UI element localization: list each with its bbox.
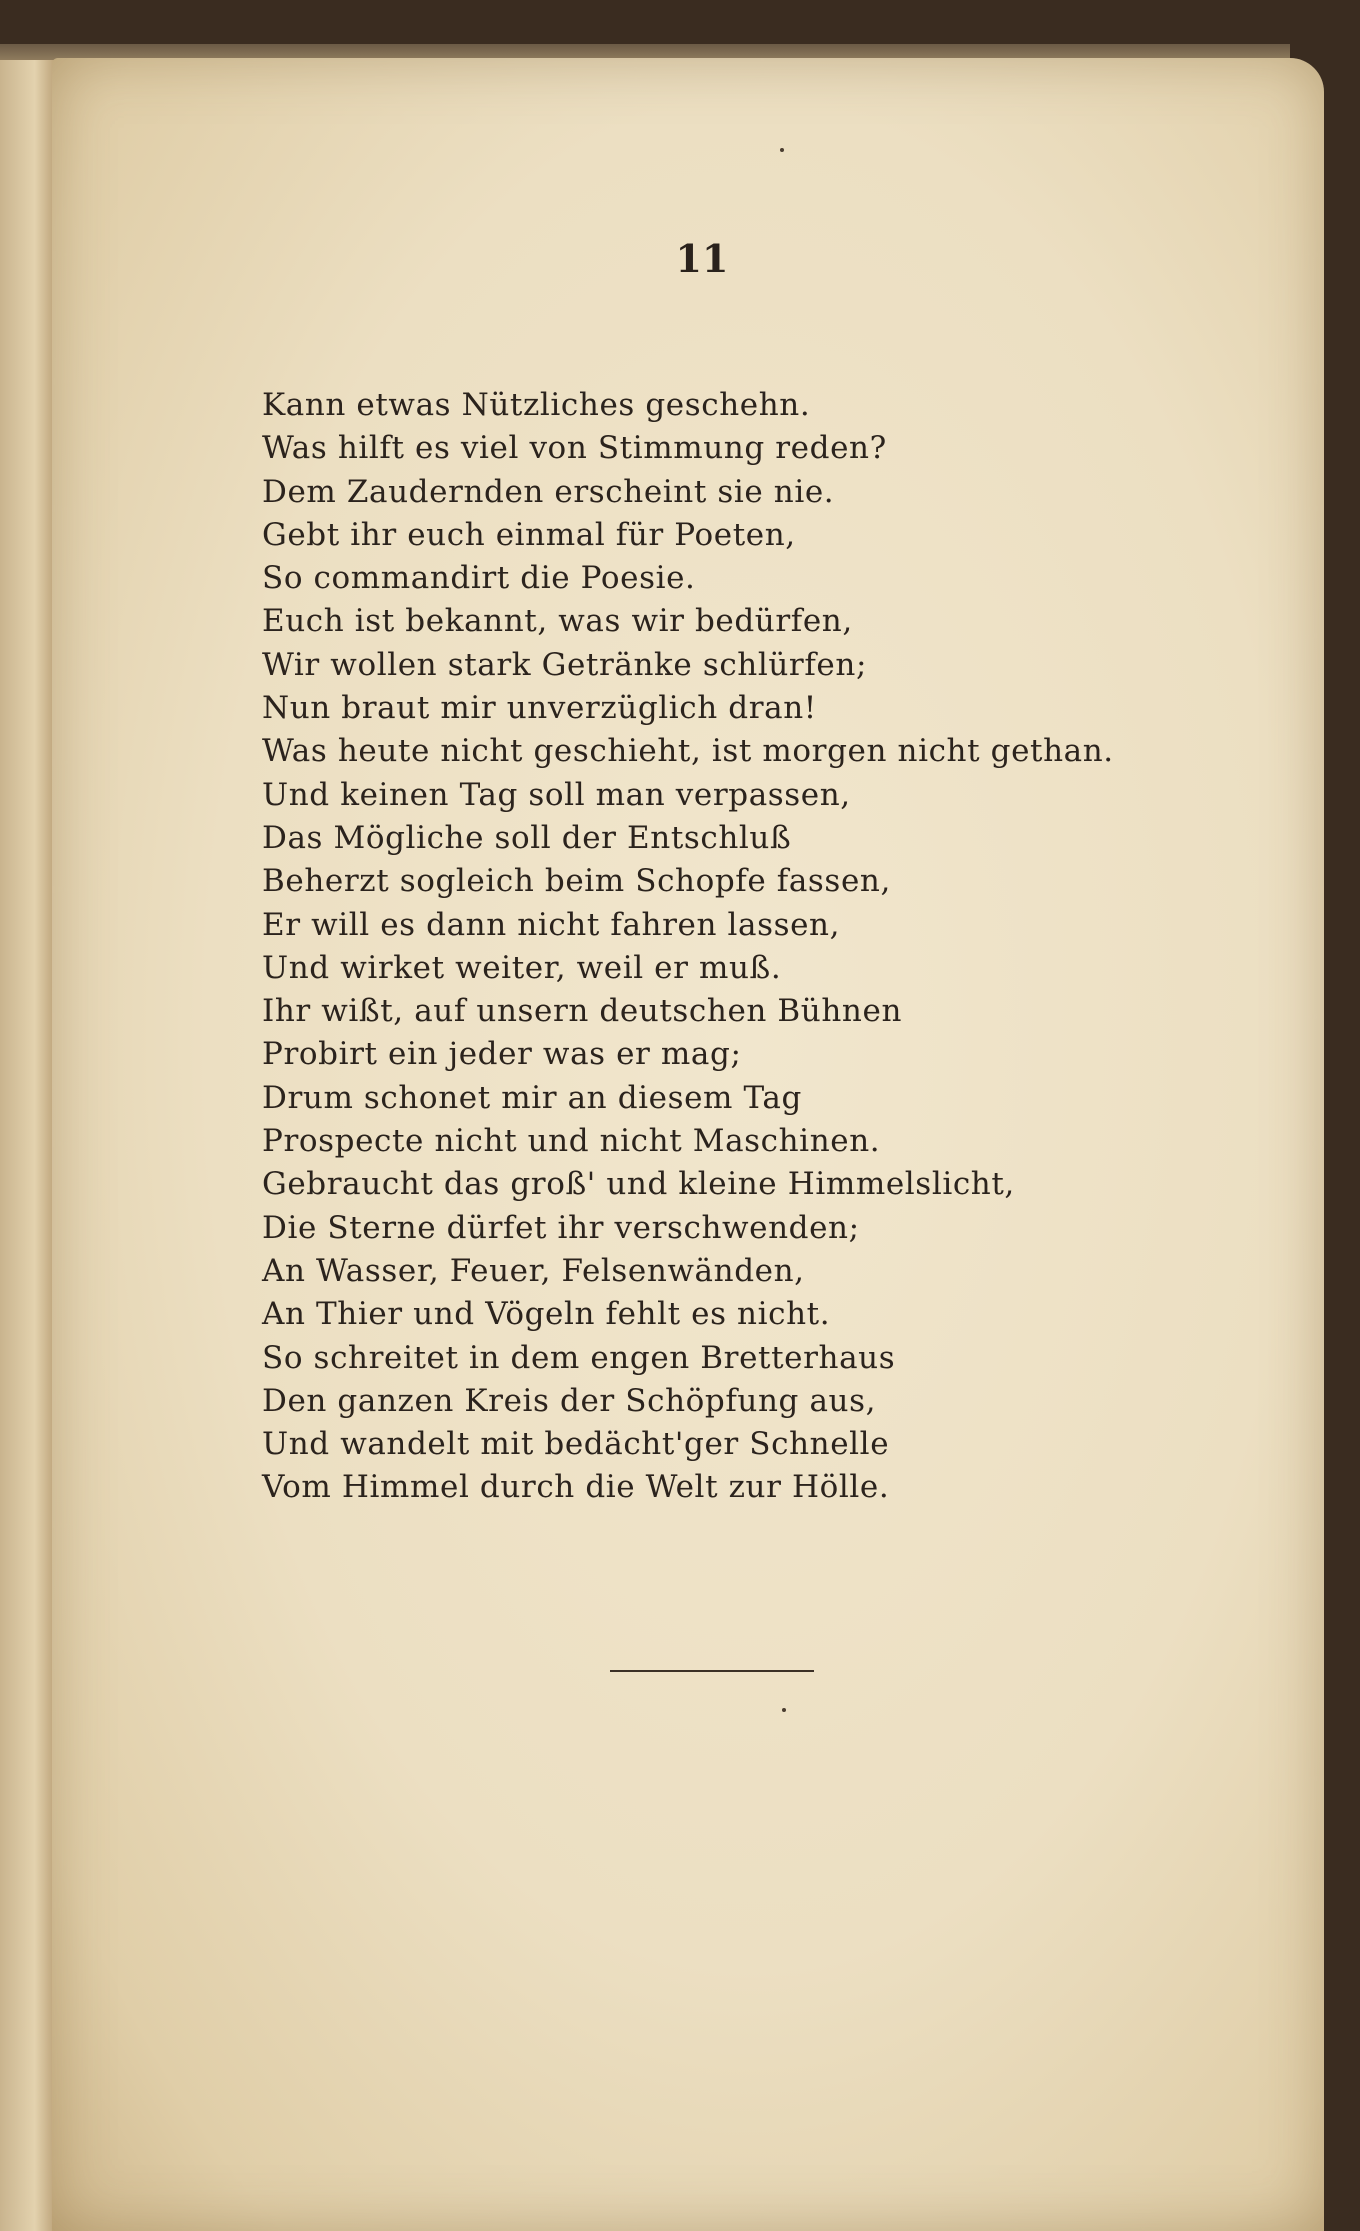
poem-line: Euch ist bekannt, was wir bedürfen, — [262, 603, 853, 640]
binding-edge — [0, 60, 58, 2231]
poem-line: Was heute nicht geschieht, ist morgen nicht gethan. — [262, 733, 1114, 770]
poem-line: Den ganzen Kreis der Schöpfung aus, — [262, 1382, 877, 1419]
poem-text — [262, 384, 1262, 1510]
poem-line: Prospecte nicht und nicht Maschinen. — [262, 1123, 881, 1160]
page-number: 11 — [675, 236, 729, 281]
poem-line: An Wasser, Feuer, Felsenwänden, — [262, 1252, 805, 1289]
poem-line: Beherzt sogleich beim Schopfe fassen, — [262, 863, 891, 900]
poem-line: Probirt ein jeder was er mag; — [262, 1036, 742, 1073]
poem-line: Dem Zaudernden erscheint sie nie. — [262, 473, 835, 510]
poem-line: Er will es dann nicht fahren lassen, — [262, 906, 841, 943]
poem-line: Nun braut mir unverzüglich dran! — [262, 690, 817, 727]
poem-line: Die Sterne dürfet ihr verschwenden; — [262, 1209, 860, 1246]
print-speck — [780, 148, 784, 152]
poem-line: Gebt ihr euch einmal für Poeten, — [262, 516, 796, 553]
poem-line: Gebraucht das groß' und kleine Himmelslicht, — [262, 1166, 1015, 1203]
poem-line: Das Mögliche soll der Entschluß — [262, 819, 792, 856]
poem-line: Was hilft es viel von Stimmung reden? — [262, 430, 887, 467]
poem-line: Kann etwas Nützliches geschehn. — [262, 387, 811, 423]
poem-line: Und wirket weiter, weil er muß. — [262, 949, 782, 986]
poem-line: Ihr wißt, auf unsern deutschen Bühnen — [262, 993, 903, 1030]
poem-line: Und wandelt mit bedächt'ger Schnelle — [262, 1426, 890, 1463]
poem-line: So schreitet in dem engen Bretterhaus — [262, 1339, 896, 1376]
book-page — [52, 58, 1324, 2231]
poem-line: Drum schonet mir an diesem Tag — [262, 1079, 802, 1116]
poem-line: Und keinen Tag soll man verpassen, — [262, 776, 851, 813]
print-speck — [782, 1708, 786, 1712]
poem-line: So commandirt die Poesie. — [262, 560, 696, 597]
poem-line: An Thier und Vögeln fehlt es nicht. — [262, 1296, 831, 1333]
poem-line: Wir wollen stark Getränke schlürfen; — [262, 646, 867, 683]
poem-line: Vom Himmel durch die Welt zur Hölle. — [262, 1469, 890, 1506]
end-rule — [610, 1670, 814, 1672]
